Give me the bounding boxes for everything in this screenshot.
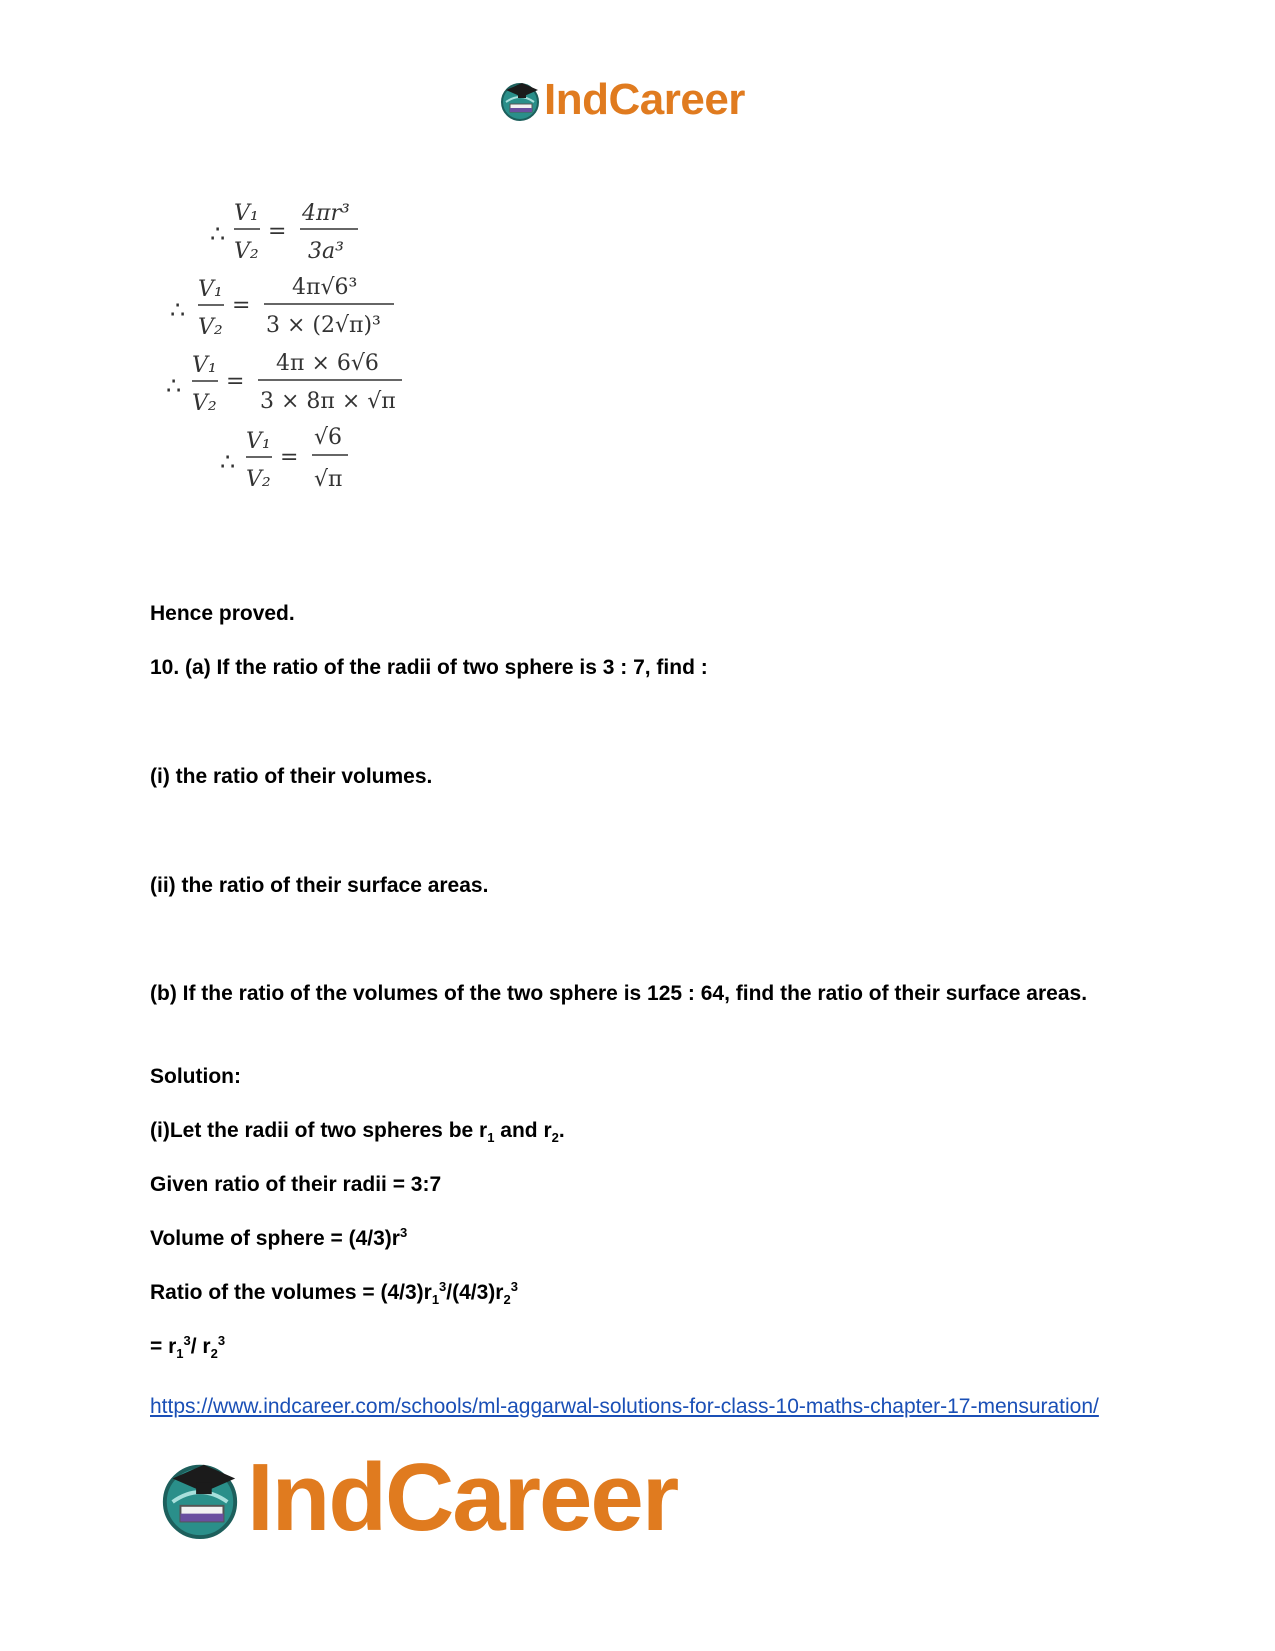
svg-text:=: =	[268, 219, 287, 244]
globe-graduation-cap-icon	[157, 1455, 243, 1541]
question-10b-text: (b) If the ratio of the volumes of the two sphere is 125 : 64, find the ratio of their surface areas.	[150, 982, 1088, 1005]
svg-text:∴: ∴	[166, 372, 182, 400]
svg-text:V₁: V₁	[198, 277, 223, 302]
svg-text:V₂: V₂	[192, 391, 217, 416]
svg-text:V₁: V₁	[246, 429, 271, 454]
svg-text:V₂: V₂	[246, 467, 271, 492]
svg-text:=: =	[280, 445, 299, 470]
svg-text:4π × 6√6: 4π × 6√6	[276, 351, 379, 376]
equation-block	[160, 200, 480, 520]
equation-line-2	[170, 275, 394, 340]
source-url-link[interactable]: https://www.indcareer.com/schools/ml-aggarwal-solutions-for-class-10-maths-chapter-17-mensuration/	[150, 1395, 1099, 1418]
question-10a-text: 10. (a) If the ratio of the radii of two sphere is 3 : 7, find :	[150, 656, 708, 679]
equation-line-4	[220, 425, 348, 492]
question-10a-i-text: (i) the ratio of their volumes.	[150, 765, 433, 788]
svg-text:3 × 8π × √π: 3 × 8π × √π	[260, 389, 396, 414]
globe-graduation-cap-icon	[498, 78, 542, 122]
svg-text:4π√6³: 4π√6³	[292, 275, 358, 300]
footer-logo	[157, 1444, 678, 1551]
header-logo	[498, 75, 745, 124]
svg-text:√6: √6	[314, 425, 343, 450]
question-10a-ii-text: (ii) the ratio of their surface areas.	[150, 874, 489, 897]
solution-let-radii: (i)Let the radii of two spheres be $r_1$ and $r_2$.	[150, 1119, 565, 1146]
svg-text:√π: √π	[314, 467, 343, 492]
equation-line-1	[210, 201, 358, 264]
equation-line-3	[166, 351, 402, 416]
solution-ratio-simplified: = $r_1^3/$ $r_2^3$	[150, 1333, 226, 1362]
solution-ratio-volumes: Ratio of the volumes = $(4/3)r_1^3/(4/3)r_2^3$	[150, 1279, 518, 1308]
hence-proved-text: Hence proved.	[150, 602, 295, 625]
svg-text:V₂: V₂	[198, 315, 223, 340]
solution-volume-formula: Volume of sphere = $(4/3)r^3$	[150, 1225, 408, 1250]
svg-text:∴: ∴	[220, 448, 236, 476]
solution-given-ratio: Given ratio of their radii = 3:7	[150, 1173, 442, 1196]
svg-text:V₁: V₁	[234, 201, 259, 226]
svg-text:∴: ∴	[210, 220, 226, 248]
svg-text:4πr³: 4πr³	[302, 201, 350, 226]
svg-text:=: =	[226, 369, 245, 394]
svg-text:V₁: V₁	[192, 353, 217, 378]
solution-heading: Solution:	[150, 1065, 241, 1088]
svg-text:3a³: 3a³	[308, 239, 344, 264]
logo-text: IndCareer	[247, 1444, 678, 1551]
svg-text:∴: ∴	[170, 296, 186, 324]
svg-text:=: =	[232, 293, 251, 318]
logo-text: IndCareer	[544, 75, 745, 124]
svg-text:V₂: V₂	[234, 239, 259, 264]
svg-text:3 × (2√π)³: 3 × (2√π)³	[266, 313, 381, 338]
